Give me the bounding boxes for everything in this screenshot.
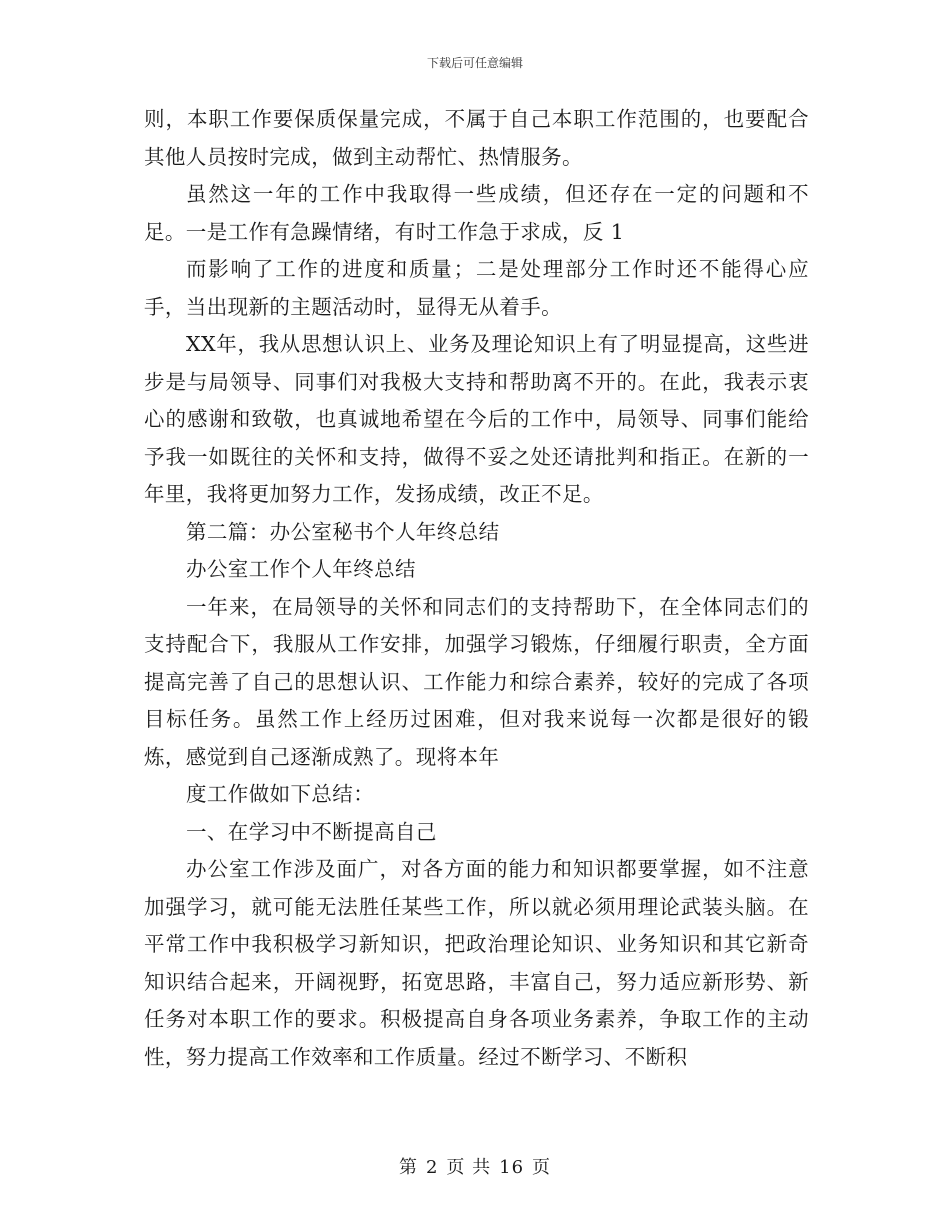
- footer-middle: 页 共: [446, 1157, 492, 1178]
- footer-suffix: 页: [532, 1157, 552, 1178]
- footer-prefix: 第: [398, 1157, 418, 1178]
- page-header: 下载后可任意编辑: [426, 56, 523, 70]
- paragraph: 办公室工作涉及面广，对各方面的能力和知识都要掌握，如不注意加强学习，就可能无法胜任某些工作，所以就必须用理论武装头脑。在平常工作中我积极学习新知识，把政治理论知识、业务知识和其它新奇知识结合起来，开阔视野，拓宽思路，丰富自己，努力适应新形势、新任务对本职工作的要求。积极提高自身各项业务素养，争取工作的主动性，努力提高工作效率和工作质量。经过不断学习、不断积: [144, 857, 809, 1069]
- paragraph: 则，本职工作要保质保量完成，不属于自己本职工作范围的，也要配合其他人员按时完成，做到主动帮忙、热情服务。: [144, 107, 809, 169]
- page-footer: [0, 1153, 950, 1179]
- section-heading: 第二篇：办公室秘书个人年终总结: [186, 519, 500, 544]
- section-subheading: 办公室工作个人年终总结: [186, 557, 416, 581]
- document-body: [144, 101, 809, 1076]
- paragraph: 一年来，在局领导的关怀和同志们的支持帮助下，在全体同志们的支持配合下，我服从工作安排，加强学习锻炼，仔细履行职责，全方面提高完善了自己的思想认识、工作能力和综合素养，较好的完成了各项目标任务。虽然工作上经历过困难，但对我来说每一次都是很好的锻炼，感觉到自己逐渐成熟了。现将本年: [144, 594, 809, 769]
- paragraph: XX年，我从思想认识上、业务及理论知识上有了明显提高，这些进步是与局领导、同事们对我极大支持和帮助离不开的。在此，我表示衷心的感谢和致敬，也真诚地希望在今后的工作中，局领导、同事们能给予我一如既往的关怀和支持，做得不妥之处还请批判和指正。在新的一年里，我将更加努力工作，发扬成绩，改正不足。: [144, 332, 809, 506]
- page-total: 16: [499, 1157, 525, 1178]
- list-heading: 一、在学习中不断提高自己: [186, 819, 437, 844]
- paragraph: 度工作做如下总结：: [186, 782, 375, 806]
- paragraph: 虽然这一年的工作中我取得一些成绩，但还存在一定的问题和不足。一是工作有急躁情绪，有时工作急于求成，反 1: [144, 182, 809, 244]
- page-number: 2: [425, 1157, 439, 1178]
- paragraph: 而影响了工作的进度和质量；二是处理部分工作时还不能得心应手，当出现新的主题活动时，显得无从着手。: [144, 257, 809, 319]
